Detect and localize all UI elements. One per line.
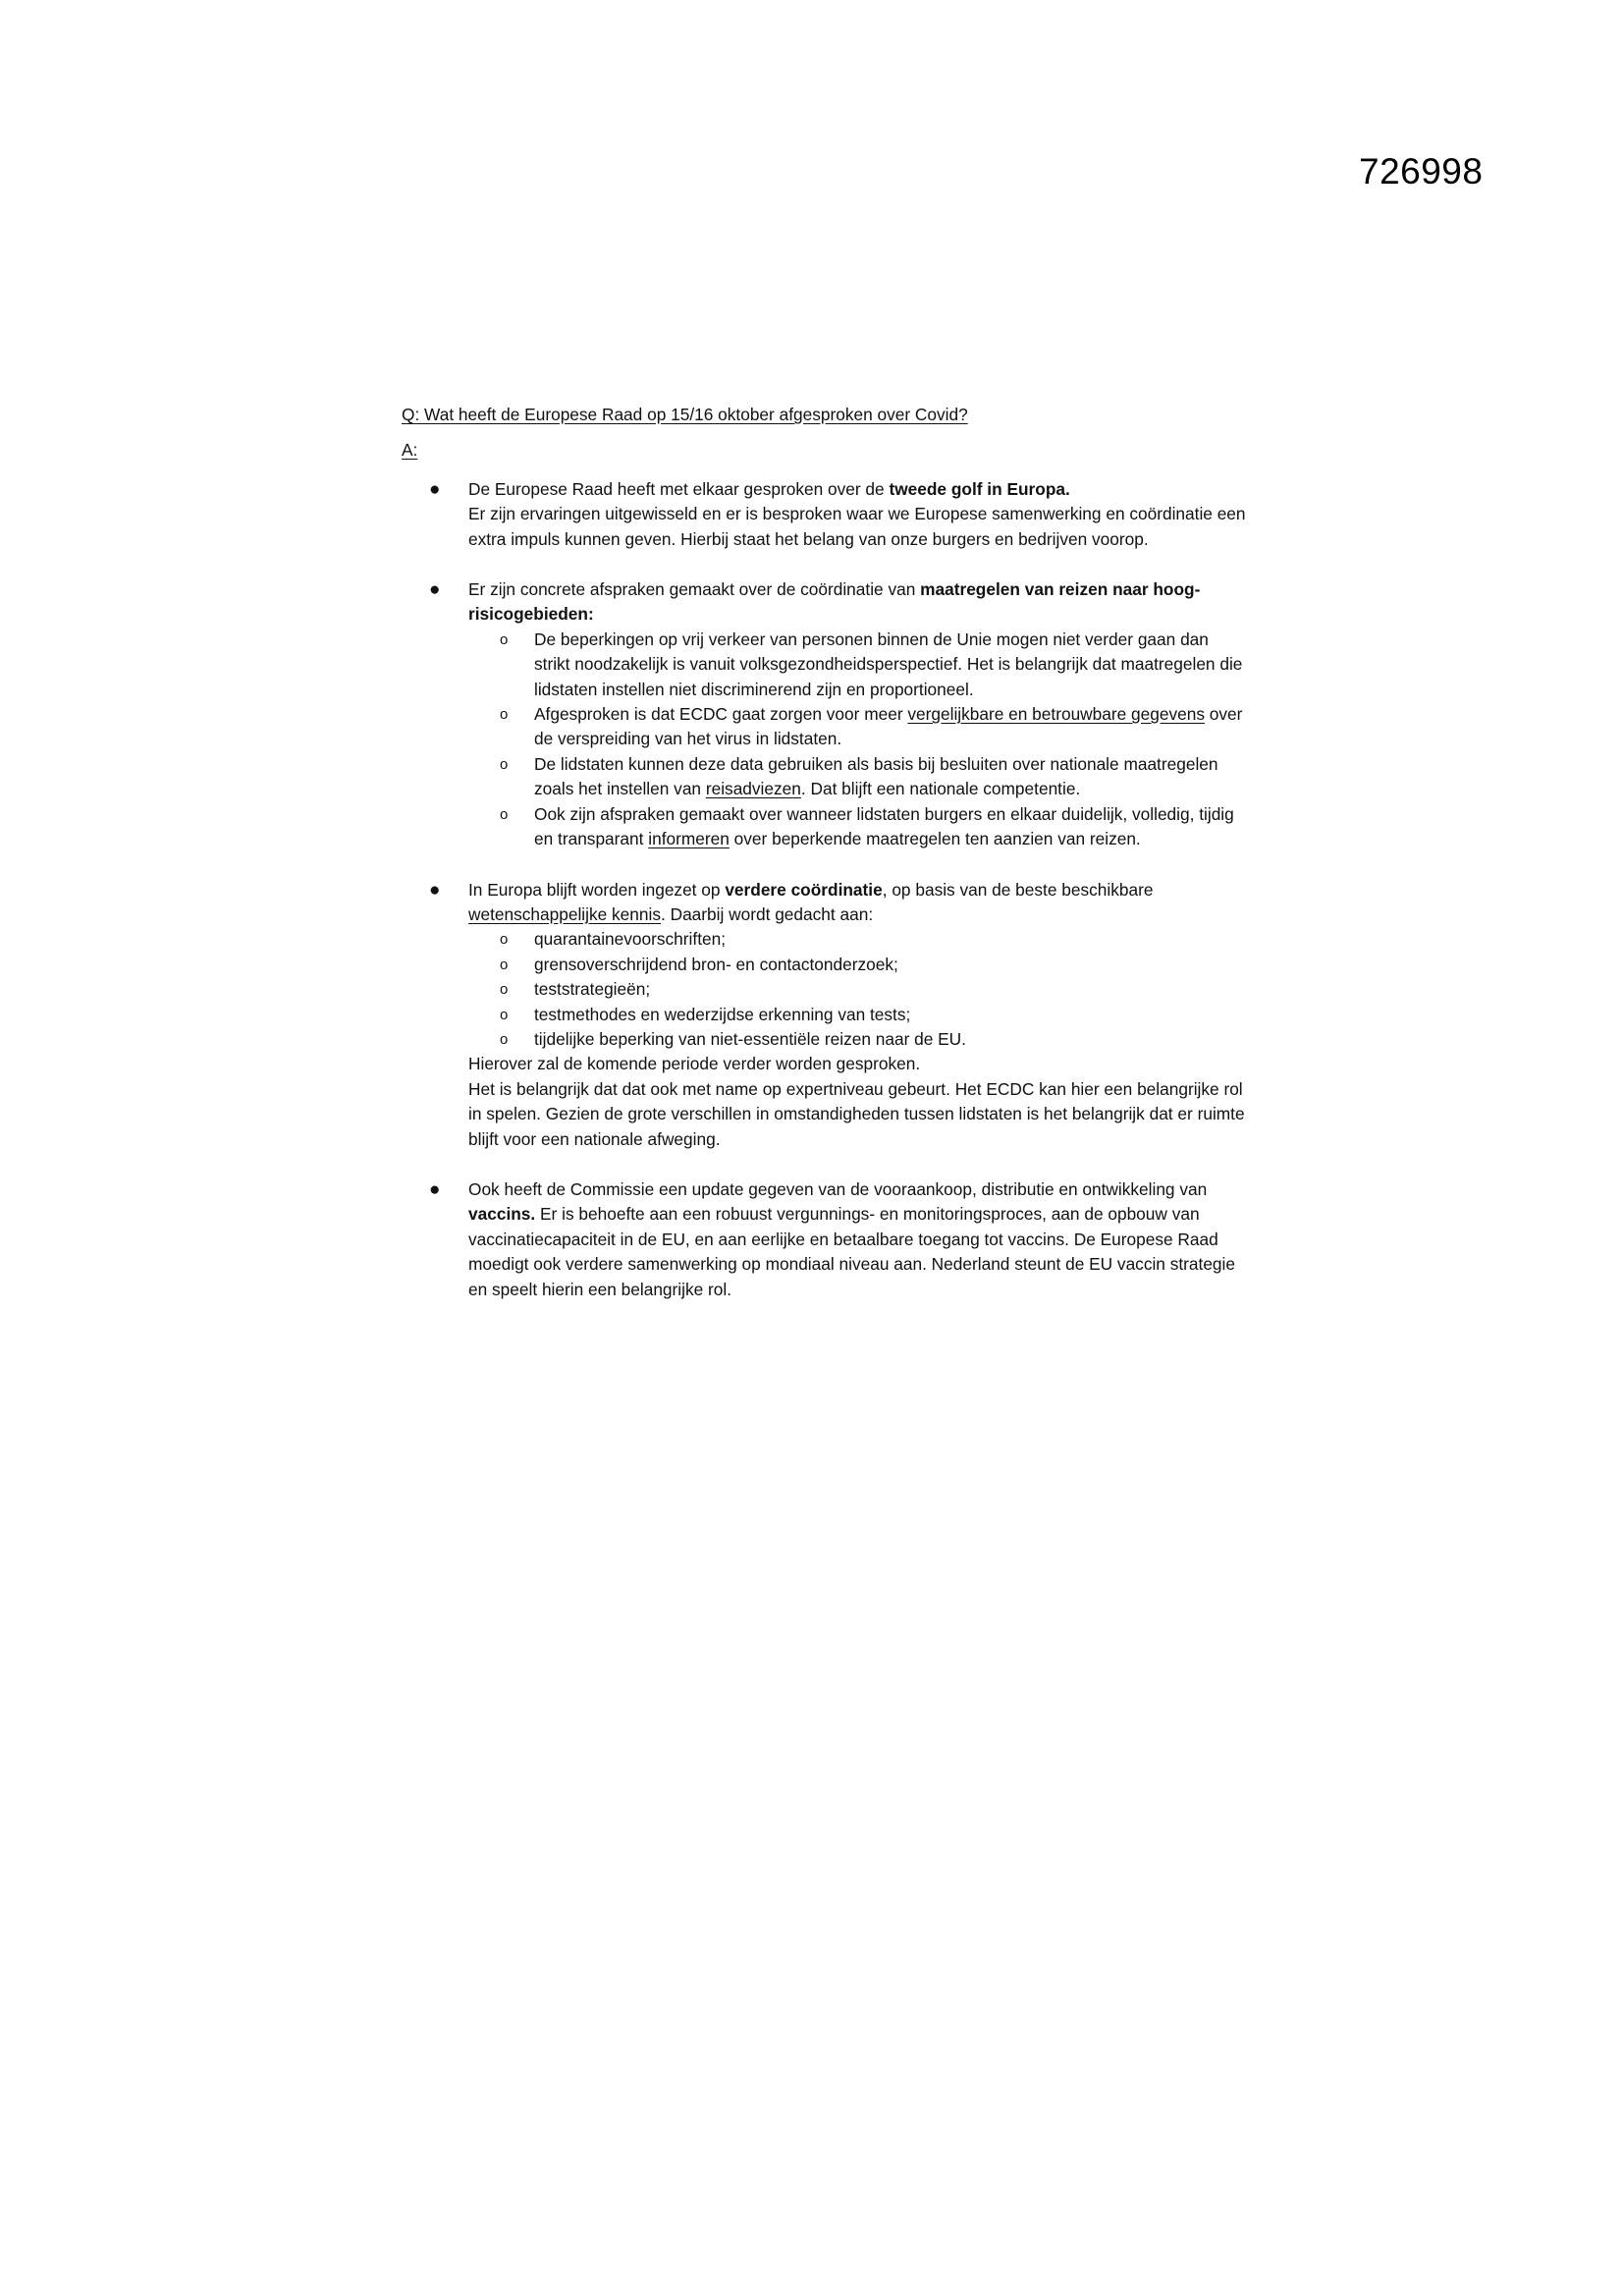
paragraph: Hierover zal de komende periode verder worden gesproken. bbox=[468, 1054, 921, 1074]
bullet-text: In Europa blijft worden ingezet op verdere coördinatie, op basis van de beste beschikbare wetenschappelijke kennis. Daarbij wordt gedacht aan: bbox=[468, 879, 1154, 924]
bullet-text: De Europese Raad heeft met elkaar gesproken over de tweede golf in Europa. Er zijn ervaringen uitgewisseld en er is besproken waar we Europese samenwerking en coördinatie een extra impuls kunnen geven. Hierbij staat het belang van onze burgers en bedrijven voorop. bbox=[468, 478, 1246, 549]
bullet-icon: ● bbox=[429, 1178, 441, 1200]
answer-list bbox=[402, 477, 1246, 1302]
circle-bullet-icon: o bbox=[500, 805, 509, 823]
sub-item: o Ook zijn afspraken gemaakt over wanneer lidstaten burgers en elkaar duidelijk, volledig, tijdig en transparant informeren over beperkende maatregelen ten aanzien van reizen. bbox=[500, 803, 1234, 849]
circle-bullet-icon: o bbox=[500, 956, 509, 973]
document-body bbox=[402, 403, 1246, 1328]
bullet-icon: ● bbox=[429, 478, 441, 500]
paragraph: Het is belangrijk dat dat ook met name op expertniveau gebeurt. Het ECDC kan hier een belangrijke rol in spelen. Gezien de grote verschillen in omstandigheden tussen lidstaten is het belangrijk dat er ruimte blijft voor een nationale afweging. bbox=[468, 1078, 1245, 1149]
sub-item: o tijdelijke beperking van niet-essentiële reizen naar de EU. bbox=[468, 1027, 1246, 1052]
circle-bullet-icon: o bbox=[500, 630, 509, 648]
circle-bullet-icon: o bbox=[500, 706, 509, 724]
answer-label: A: bbox=[402, 440, 418, 461]
sub-item: o testmethodes en wederzijdse erkenning van tests; bbox=[468, 1003, 1246, 1027]
sub-list bbox=[468, 927, 1246, 1052]
bullet-icon: ● bbox=[429, 579, 441, 601]
bullet-item bbox=[402, 878, 1246, 1152]
sub-item: o quarantainevoorschriften; bbox=[468, 927, 1246, 952]
circle-bullet-icon: o bbox=[500, 1006, 509, 1023]
bullet-icon: ● bbox=[429, 879, 441, 901]
sub-item: o De beperkingen op vrij verkeer van personen binnen de Unie mogen niet verder gaan dan strikt noodzakelijk is vanuit volksgezondheidsperspectief. Het is belangrijk dat maatregelen die lidstaten instellen niet discriminerend zijn en proportioneel. bbox=[500, 629, 1243, 699]
circle-bullet-icon: o bbox=[500, 755, 509, 773]
bullet-item bbox=[402, 577, 1246, 851]
circle-bullet-icon: o bbox=[500, 931, 509, 949]
document-number: 726998 bbox=[1359, 151, 1484, 191]
circle-bullet-icon: o bbox=[500, 981, 509, 999]
bullet-text: Er zijn concrete afspraken gemaakt over de coördinatie van maatregelen van reizen naar hoog-risicogebieden: bbox=[468, 579, 1201, 625]
bullet-item bbox=[402, 1177, 1246, 1302]
bullet-item bbox=[402, 477, 1246, 552]
sub-list bbox=[468, 628, 1246, 852]
bullet-text: Ook heeft de Commissie een update gegeven van de vooraankoop, distributie en ontwikkeling van vaccins. Er is behoefte aan een robuust vergunnings- en monitoringsproces, aan de opbouw van vaccinatiecapaciteit in de EU, en aan eerlijke en betaalbare toegang tot vaccins. De Europese Raad moedigt ook verdere samenwerking op mondiaal niveau aan. Nederland steunt de EU vaccin strategie en speelt hierin een belangrijke rol. bbox=[468, 1178, 1235, 1299]
sub-item: o De lidstaten kunnen deze data gebruiken als basis bij besluiten over nationale maatregelen zoals het instellen van reisadviezen. Dat blijft een nationale competentie. bbox=[500, 753, 1218, 799]
sub-item: o teststrategieën; bbox=[468, 977, 1246, 1002]
sub-item: o Afgesproken is dat ECDC gaat zorgen voor meer vergelijkbare en betrouwbare gegevens over de verspreiding van het virus in lidstaten. bbox=[500, 704, 1243, 749]
sub-item: o grensoverschrijdend bron- en contactonderzoek; bbox=[468, 953, 1246, 977]
circle-bullet-icon: o bbox=[500, 1030, 509, 1048]
question: Q: Wat heeft de Europese Raad op 15/16 oktober afgesproken over Covid? bbox=[402, 405, 968, 424]
